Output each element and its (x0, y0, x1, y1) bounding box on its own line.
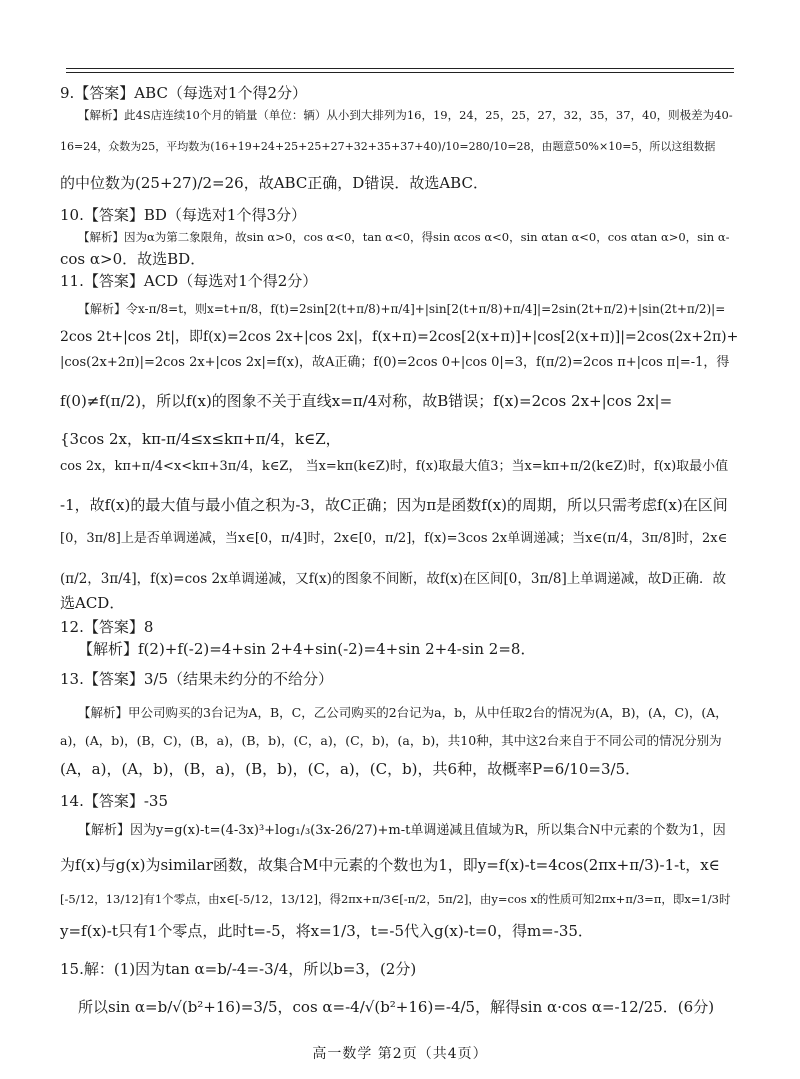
line-q13-analysis-3: (A，a)，(A，b)，(B，a)，(B，b)，(C，a)，(C，b)，共6种，故概率P=6/10=3/5． (60, 760, 641, 778)
line-q10-analysis-2: cos α>0．故选BD． (60, 250, 206, 268)
line-q9-answer: 9.【答案】ABC（每选对1个得2分） (60, 84, 308, 102)
line-q11-analysis-5: -1，故f(x)的最大值与最小值之积为-3，故C正确；因为π是函数f(x)的周期，所以只需考虑f(x)在区间 (60, 496, 728, 514)
line-q13-analysis-1: 【解析】甲公司购买的3台记为A，B，C，乙公司购买的2台记为a，b，从中任取2台的情况为(A，B)，(A，C)，(A， (78, 705, 728, 720)
line-q14-answer: 14.【答案】-35 (60, 792, 169, 810)
page-footer: 高一数学 第2页（共4页） (312, 1046, 488, 1062)
line-q11-analysis-8: 选ACD． (60, 594, 125, 612)
line-q11-analysis-7: (π/2，3π/4]，f(x)=cos 2x单调递减，又f(x)的图象不间断，故f(x)在区间[0，3π/8]上单调递减，故D正确．故 (60, 571, 727, 587)
line-q14-analysis-4: y=f(x)-t只有1个零点，此时t=-5，将x=1/3，t=-5代入g(x)-t=0，得m=-35． (60, 922, 593, 940)
header-rule-bottom (66, 72, 734, 73)
line-q11-answer: 11.【答案】ACD（每选对1个得2分） (60, 272, 318, 290)
line-q15-part1: 15.解：(1)因为tan α=b/-4=-3/4，所以b=3，(2分) (60, 960, 417, 978)
line-q11-analysis-2: 2cos 2t+|cos 2t|，即f(x)=2cos 2x+|cos 2x|，f(x+π)=2cos[2(x+π)]+|cos[2(x+π)]|=2cos(2x+2π)+ (60, 329, 739, 345)
header-rule-top (66, 68, 734, 69)
line-q10-answer: 10.【答案】BD（每选对1个得3分） (60, 206, 306, 224)
line-q11-analysis-6: [0，3π/8]上是否单调递减，当x∈[0，π/4]时，2x∈[0，π/2]，f(x)=3cos 2x单调递减；当x∈(π/4，3π/8]时，2x∈ (60, 531, 728, 546)
line-q15-part1-cont: 所以sin α=b/√(b²+16)=3/5，cos α=-4/√(b²+16)=-4/5，解得sin α·cos α=-12/25．(6分) (78, 998, 715, 1016)
line-q12-analysis: 【解析】f(2)+f(-2)=4+sin 2+4+sin(-2)=4+sin 2+4-sin 2=8． (78, 640, 536, 658)
line-q14-analysis-2: 为f(x)与g(x)为similar函数，故集合M中元素的个数也为1，即y=f(x)-t=4cos(2πx+π/3)-1-t，x∈ (60, 856, 720, 874)
line-q11-analysis-1: 【解析】令x-π/8=t，则x=t+π/8，f(t)=2sin[2(t+π/8)+π/4]+|sin[2(t+π/8)+π/4]|=2sin(2t+π/2)+|sin(2t+π/2)|= (78, 302, 726, 316)
line-q10-analysis-1: 【解析】因为α为第二象限角，故sin α>0，cos α<0，tan α<0，得sin αcos α<0，sin αtan α<0，cos αtan α>0，sin α- (78, 230, 730, 244)
line-q13-analysis-2: a)，(A，b)，(B，C)，(B，a)，(B，b)，(C，a)，(C，b)，(a，b)，共10种，其中这2台来自于不同公司的情况分别为 (60, 733, 722, 748)
line-q14-analysis-3: [-5/12，13/12]有1个零点，由x∈[-5/12，13/12]，得2πx+π/3∈[-π/2，5π/2]，由y=cos x的性质可知2πx+π/3=π，即x=1/3时 (60, 892, 731, 906)
line-q14-analysis-1: 【解析】因为y=g(x)-t=(4-3x)³+log₁/₃(3x-26/27)+m-t单调递减且值域为R，所以集合N中元素的个数为1，因 (78, 823, 726, 838)
line-q9-analysis-1: 【解析】此4S店连续10个月的销量（单位：辆）从小到大排列为16，19，24，25，25，27，32，35，37，40，则极差为40- (78, 108, 733, 122)
line-q11-piecewise-1: {3cos 2x，kπ-π/4≤x≤kπ+π/4，k∈Z， (60, 430, 341, 448)
line-q13-answer: 13.【答案】3/5（结果未约分的不给分） (60, 670, 333, 688)
line-q12-answer: 12.【答案】8 (60, 618, 154, 636)
line-q9-analysis-2: 16=24，众数为25，平均数为(16+19+24+25+25+27+32+35+37+40)/10=280/10=28，由题意50%×10=5，所以这组数据 (60, 140, 716, 153)
line-q11-piecewise-2: cos 2x，kπ+π/4<x<kπ+3π/4，k∈Z， 当x=kπ(k∈Z)时，f(x)取最大值3；当x=kπ+π/2(k∈Z)时，f(x)取最小值 (60, 459, 729, 474)
line-q9-analysis-3: 的中位数为(25+27)/2=26，故ABC正确，D错误．故选ABC． (60, 174, 488, 192)
line-q11-analysis-3: |cos(2x+2π)|=2cos 2x+|cos 2x|=f(x)，故A正确；f(0)=2cos 0+|cos 0|=3，f(π/2)=2cos π+|cos π|=-1，得 (60, 355, 730, 370)
line-q11-analysis-4: f(0)≠f(π/2)，所以f(x)的图象不关于直线x=π/4对称，故B错误；f(x)=2cos 2x+|cos 2x|= (60, 392, 673, 410)
